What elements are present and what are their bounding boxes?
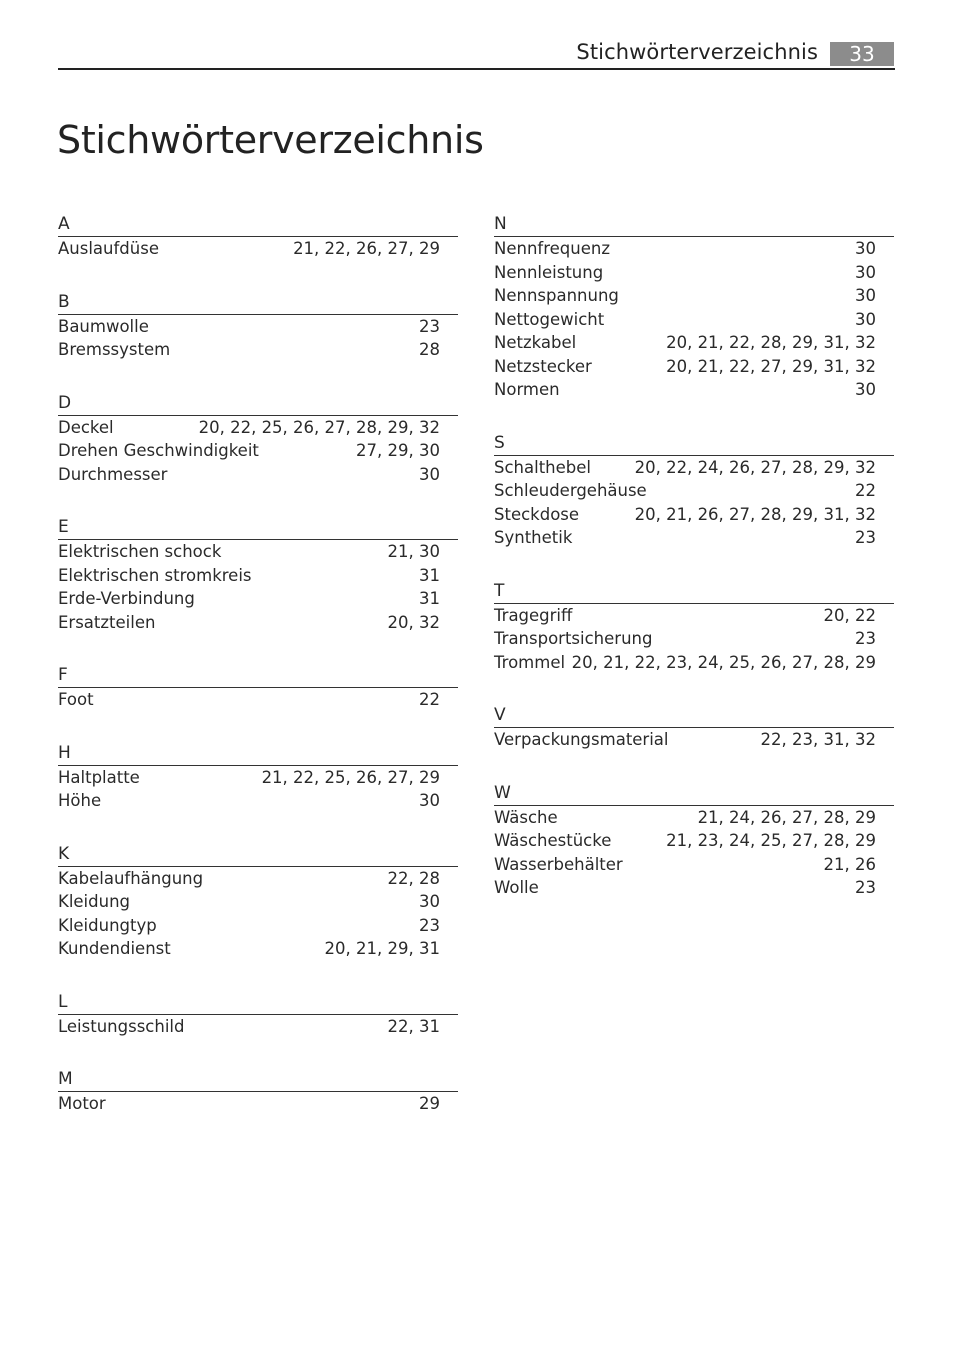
index-page-refs: 22, 23, 31, 32 (760, 730, 876, 749)
index-term: Wasserbehälter (494, 854, 623, 874)
index-page-refs: 20, 21, 22, 28, 29, 31, 32 (666, 333, 876, 352)
section-letter: N (494, 212, 894, 237)
index-entry (494, 308, 894, 332)
index-page-refs: 20, 32 (387, 612, 440, 632)
index-page-refs: 29 (419, 1094, 440, 1113)
section-letter: S (494, 431, 894, 456)
index-page-refs: 23 (855, 878, 876, 897)
index-term: Deckel (58, 417, 114, 437)
index-page-refs: 30 (419, 464, 440, 484)
index-entry (494, 651, 894, 675)
index-page-refs: 30 (855, 262, 876, 282)
page-title: Stichwörterverzeichnis (57, 118, 484, 162)
index-entry (58, 766, 458, 790)
index-entry (58, 564, 458, 588)
index-term: Kleidungtyp (58, 915, 157, 935)
index-column-right (494, 212, 894, 929)
section-letter: E (58, 515, 458, 540)
section-letter: F (58, 663, 458, 688)
index-term: Kleidung (58, 892, 131, 911)
index-entry (494, 853, 894, 877)
index-entry (494, 829, 894, 853)
index-page-refs: 21, 26 (823, 854, 876, 874)
index-term: Durchmesser (58, 464, 168, 484)
index-entry (58, 611, 458, 635)
index-page-refs: 31 (419, 565, 440, 585)
index-term: Drehen Geschwindigkeit (58, 441, 259, 460)
index-entry (494, 237, 894, 261)
index-entry (58, 237, 458, 261)
section-letter: A (58, 212, 458, 237)
index-entry (58, 867, 458, 891)
header-divider (58, 68, 895, 70)
index-entry (58, 1015, 458, 1039)
index-entry (58, 688, 458, 712)
index-entry (494, 456, 894, 480)
section-letter: H (58, 741, 458, 766)
index-page-refs: 22 (419, 690, 440, 709)
section-letter: M (58, 1067, 458, 1092)
index-page-refs: 31 (419, 589, 440, 608)
index-term: Kabelaufhängung (58, 868, 204, 888)
index-term: Leistungsschild (58, 1016, 185, 1036)
section-letter: B (58, 290, 458, 315)
index-entry (58, 416, 458, 440)
index-term: Elektrischen stromkreis (58, 565, 252, 585)
index-section-m (58, 1067, 458, 1116)
index-entry (58, 439, 458, 463)
index-section-b (58, 290, 458, 362)
index-entry (494, 503, 894, 527)
index-page-refs: 30 (855, 380, 876, 399)
index-entry (58, 789, 458, 813)
index-entry (494, 378, 894, 402)
index-entry (58, 338, 458, 362)
index-term: Wäschestücke (494, 831, 612, 850)
index-section-v (494, 703, 894, 752)
index-term: Tragegriff (494, 605, 573, 625)
index-entry (58, 315, 458, 339)
index-page-refs: 23 (419, 915, 440, 935)
index-page-refs: 21, 24, 26, 27, 28, 29 (697, 807, 876, 827)
index-term: Wäsche (494, 807, 558, 827)
index-entry (58, 463, 458, 487)
index-term: Netzkabel (494, 333, 577, 352)
index-term: Baumwolle (58, 316, 149, 336)
index-term: Nettogewicht (494, 309, 605, 329)
index-term: Trommel (494, 652, 566, 672)
index-entry (494, 261, 894, 285)
index-page-refs: 23 (419, 316, 440, 336)
index-entry (58, 1092, 458, 1116)
index-entry (58, 587, 458, 611)
index-section-w (494, 781, 894, 900)
index-page-refs: 20, 22 (823, 605, 876, 625)
index-page-refs: 23 (855, 629, 876, 648)
index-page-refs: 30 (855, 239, 876, 258)
index-term: Haltplatte (58, 767, 140, 787)
index-page-refs: 30 (855, 309, 876, 329)
index-section-n (494, 212, 894, 402)
index-term: Transportsicherung (494, 629, 653, 648)
index-entry (58, 914, 458, 938)
index-entry (494, 806, 894, 830)
index-page-refs: 20, 21, 22, 23, 24, 25, 26, 27, 28, 29 (571, 652, 876, 672)
index-term: Normen (494, 380, 560, 399)
index-term: Wolle (494, 878, 539, 897)
index-page-refs: 22, 28 (387, 868, 440, 888)
index-entry (494, 479, 894, 503)
index-term: Foot (58, 690, 94, 709)
index-section-k (58, 842, 458, 961)
index-entry (58, 890, 458, 914)
index-term: Erde-Verbindung (58, 589, 195, 608)
running-header-title: Stichwörterverzeichnis (576, 40, 818, 64)
index-page-refs: 20, 21, 29, 31 (324, 939, 440, 958)
index-term: Schalthebel (494, 457, 591, 477)
index-term: Kundendienst (58, 939, 171, 958)
index-term: Auslaufdüse (58, 239, 159, 258)
index-section-t (494, 579, 894, 675)
index-term: Höhe (58, 791, 102, 810)
index-term: Ersatzteilen (58, 612, 156, 632)
section-letter: L (58, 990, 458, 1015)
section-letter: D (58, 391, 458, 416)
index-page-refs: 22, 31 (387, 1016, 440, 1036)
section-letter: K (58, 842, 458, 867)
index-page-refs: 28 (419, 340, 440, 359)
index-entry (494, 876, 894, 900)
index-term: Elektrischen schock (58, 542, 222, 561)
page-number-badge: 33 (830, 42, 894, 66)
index-section-l (58, 990, 458, 1039)
index-term: Nennleistung (494, 262, 604, 282)
index-entry (58, 937, 458, 961)
index-page-refs: 20, 21, 22, 27, 29, 31, 32 (666, 356, 876, 376)
index-entry (58, 540, 458, 564)
index-page-refs: 21, 30 (387, 542, 440, 561)
index-section-a (58, 212, 458, 261)
index-section-e (58, 515, 458, 634)
index-term: Nennfrequenz (494, 239, 610, 258)
index-entry (494, 355, 894, 379)
index-entry (494, 526, 894, 550)
index-entry (494, 728, 894, 752)
index-page-refs: 21, 22, 25, 26, 27, 29 (261, 767, 440, 787)
index-page-refs: 20, 22, 24, 26, 27, 28, 29, 32 (634, 457, 876, 477)
index-term: Motor (58, 1094, 106, 1113)
index-section-d (58, 391, 458, 487)
index-page-refs: 23 (855, 528, 876, 547)
index-page-refs: 22 (855, 481, 876, 500)
index-page-refs: 21, 23, 24, 25, 27, 28, 29 (666, 831, 876, 850)
index-term: Bremssystem (58, 340, 171, 359)
index-page-refs: 20, 21, 26, 27, 28, 29, 31, 32 (634, 504, 876, 524)
index-section-f (58, 663, 458, 712)
index-page-refs: 30 (419, 791, 440, 810)
section-letter: W (494, 781, 894, 806)
index-page-refs: 27, 29, 30 (356, 441, 440, 460)
index-term: Synthetik (494, 528, 573, 547)
section-letter: V (494, 703, 894, 728)
index-entry (494, 627, 894, 651)
index-term: Nennspannung (494, 286, 619, 305)
index-entry (494, 331, 894, 355)
index-section-s (494, 431, 894, 550)
index-page-refs: 30 (419, 892, 440, 911)
index-section-h (58, 741, 458, 813)
section-letter: T (494, 579, 894, 604)
index-entry (494, 284, 894, 308)
index-page-refs: 20, 22, 25, 26, 27, 28, 29, 32 (198, 417, 440, 437)
index-term: Netzstecker (494, 356, 592, 376)
index-term: Schleudergehäuse (494, 481, 647, 500)
index-term: Steckdose (494, 504, 580, 524)
index-entry (494, 604, 894, 628)
index-column-left (58, 212, 458, 1145)
index-page-refs: 21, 22, 26, 27, 29 (293, 239, 440, 258)
index-page-refs: 30 (855, 286, 876, 305)
index-term: Verpackungsmaterial (494, 730, 669, 749)
